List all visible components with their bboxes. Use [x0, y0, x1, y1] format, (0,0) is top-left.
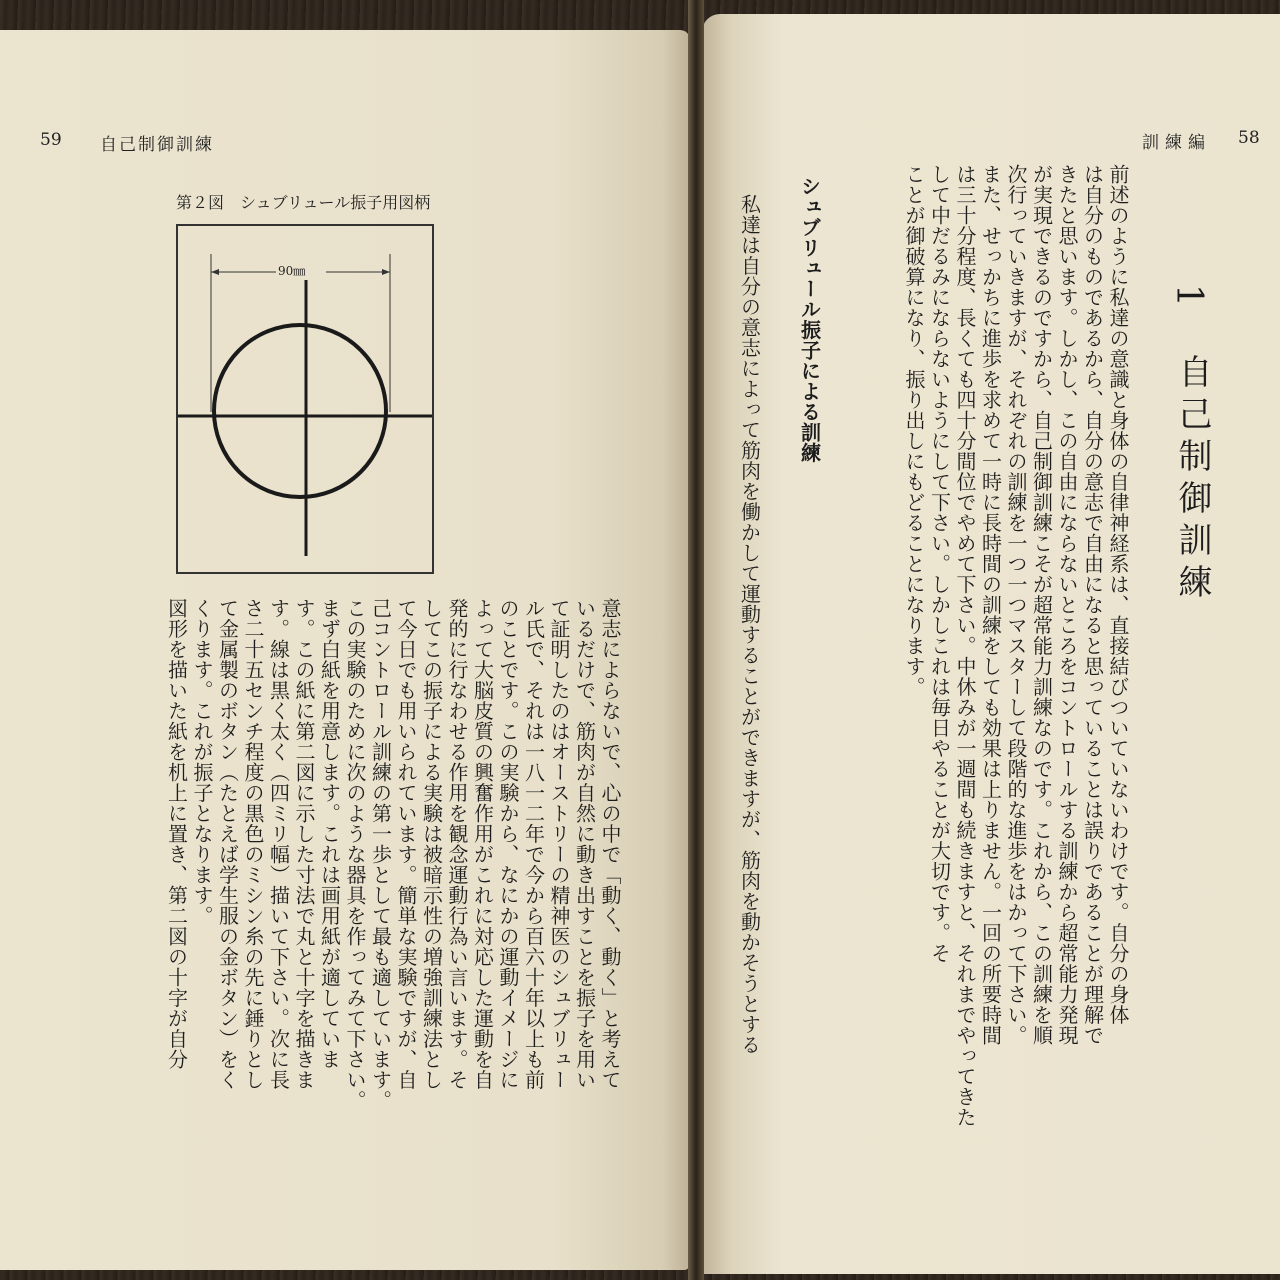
body-line: 発的に行なわせる作用を観念運動行為い言います。そ [445, 598, 469, 1090]
right-page [702, 14, 1280, 1274]
left-body-text [163, 598, 622, 1198]
body-line: 意志によらないで、心の中で「動く、動く」と考えて [598, 598, 622, 1090]
body-line: ル氏で、それは一八一二年で今から百六十年以上も前 [521, 598, 546, 1090]
right-body-text [840, 164, 1130, 1164]
body-line: 己コントロール訓練の第一歩として最も適しています。 [368, 598, 393, 1111]
body-line: ことが御破算になり、振り出しにもどることになります。 [902, 164, 926, 697]
body-line: て今日でも用いられています。簡単な実験ですが、自 [394, 598, 418, 1090]
body-line: 前述のように私達の意識と身体の自律神経系は、直接結びついていないわけです。自分の身体 [1106, 164, 1130, 1025]
body-line: て金属製のボタン（たとえば学生服の金ボタン）をく [215, 598, 240, 1090]
book-gutter [688, 0, 704, 1280]
body-line: してこの振子による実験は被暗示性の増強訓練法とし [419, 598, 444, 1090]
section-heading: シュブリュール振子による訓練 [797, 176, 822, 463]
body-line: が実現できるのですから、自己制御訓練こそが超常能力訓練なのです。これから、この訓練を順 [1029, 164, 1054, 1046]
body-line: よって大脳皮質の興奮作用がこれに対応した運動を自 [470, 598, 495, 1090]
body-line: くります。これが振子となります。 [190, 598, 214, 926]
page-number-left: 59 [40, 130, 62, 150]
body-line: この実験のために次のような器具を作ってみて下さい。 [343, 598, 367, 1111]
body-line: のことです。この実験から、なにかの運動イメージに [496, 598, 520, 1090]
body-line: して中だるみにならないようにして下さい。しかしこれは毎日やることが大切です。そ [927, 164, 952, 964]
body-line: さ二十五センチ程度の黒色のミシン糸の先に錘りとし [241, 598, 265, 1090]
body-line: は三十分程度、長くても四十分間位でやめて下さい。中休みが一週間も続きますと、それまでやってきた [953, 164, 977, 1128]
body-line: いるだけで、筋肉が自然に動き出すことを振子を用い [572, 598, 597, 1090]
chapter-number: 1 [1168, 284, 1209, 315]
body-line: す。この紙に第二図に示した寸法で丸と十字を描きま [292, 598, 316, 1090]
running-title-right: 訓練編 [1142, 133, 1211, 153]
section-body-text [736, 194, 762, 1194]
body-line: きたと思います。しかし、この自由にならないところをコントロールする訓練から超常能力発現 [1055, 164, 1079, 1046]
figure-caption: 第２図 シュブリュール振子用図柄 [176, 193, 431, 212]
running-title-left: 自己制御訓練 [100, 135, 214, 155]
body-line: て証明したのはオーストリーの精神医のシュブリュー [547, 598, 571, 1090]
page-number-right: 58 [1238, 128, 1260, 148]
body-line: また、せっかちに進歩を求めて一時に長時間の訓練をしても効果は上りません。一回の所要時間 [978, 164, 1003, 1046]
figure-frame [176, 224, 434, 574]
dimension-label: 90㎜ [278, 264, 306, 278]
body-line: 私達は自分の意志によって筋肉を働かして運動することができますが、筋肉を動かそうとする [737, 194, 762, 1055]
body-line: 図形を描いた紙を机上に置き、第二図の十字が自分 [164, 598, 189, 1070]
body-line: す。線は黒く太く（四ミリ幅）描いて下さい。次に長 [266, 598, 291, 1090]
chapter-title: 自己制御訓練 [1172, 354, 1212, 606]
body-line: 次行っていきますが、それぞれの訓練を一つ一つマスターして段階的な進歩をはかって下さい。 [1004, 164, 1028, 1046]
left-page [0, 30, 690, 1270]
body-line: まず白紙を用意します。これは画用紙が適していま [317, 598, 342, 1070]
body-line: は自分のものであるから、自分の意志で自由になると思っていることは誤りであることが理解で [1080, 164, 1105, 1046]
